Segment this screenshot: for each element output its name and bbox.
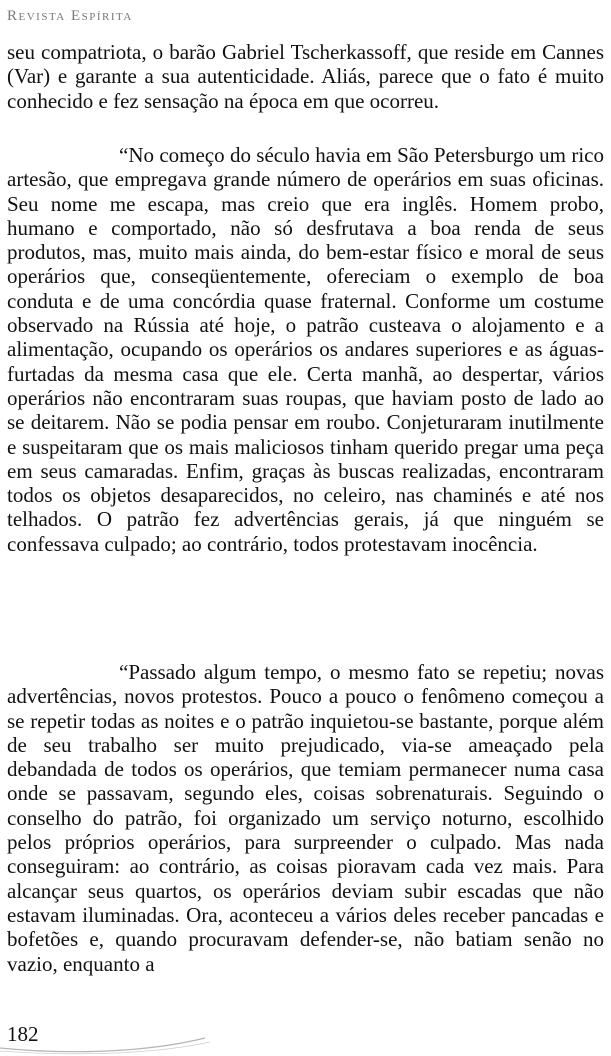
paragraph-3: “Passado algum tempo, o mesmo fato se repetiu; novas advertências, novos protestos. Pouco a pouco o fenômeno começou a se repetir todas as noites e o patrão inquietou-se bastante, porque além de seu trabalho ser muito prejudicado, via-se ameaçado pela debandada de todos os operários, que temiam permanecer numa casa onde se passavam, segundo eles, coisas sobrenaturais. Seguindo o conselho do patrão, foi organizado um serviço noturno, escolhido pelos próprios operários, para surpreender o culpado. Mas nada conseguiram: ao contrário, as coisas pioravam cada vez mais. Para alcançar seus quartos, os operários deviam subir escadas que não estavam iluminadas. Ora, aconteceu a vários deles receber pancadas e bofetões e, quando procuravam defender-se, não batiam senão no vazio, enquanto a: [7, 660, 604, 976]
footer-swoosh-decoration: [0, 1028, 220, 1056]
running-header: Revista Espírita: [7, 8, 133, 24]
page-number: 182: [7, 1022, 39, 1046]
paragraph-2: “No começo do século havia em São Petersburgo um rico artesão, que empregava grande número de operários em suas oficinas. Seu nome me escapa, mas creio que era inglês. Homem probo, humano e comportado, não só desfrutava a boa renda de seus produtos, mas, muito mais ainda, do bem-estar físico e moral de seus operários que, conseqüentemente, ofereciam o exemplo de boa conduta e de uma concórdia quase fraternal. Conforme um costume observado na Rússia até hoje, o patrão custeava o alojamento e a alimentação, ocupando os operários os andares superiores e as águas-furtadas da mesma casa que ele. Certa manhã, ao despertar, vários operários não encontraram suas roupas, que haviam posto de lado ao se deitarem. Não se podia pensar em roubo. Conjeturaram inutilmente e suspeitaram que os mais maliciosos tinham querido pregar uma peça em seus camaradas. Enfim, graças às buscas realizadas, encontraram todos os objetos desaparecidos, no celeiro, nas chaminés e até nos telhados. O patrão fez advertências gerais, já que ninguém se confessava culpado; ao contrário, todos protestavam inocência.: [7, 143, 604, 556]
paragraph-1: seu compatriota, o barão Gabriel Tscherkassoff, que reside em Cannes (Var) e garante a sua autenticidade. Aliás, parece que o fato é muito conhecido e fez sensação na época em que ocorreu.: [7, 40, 604, 113]
